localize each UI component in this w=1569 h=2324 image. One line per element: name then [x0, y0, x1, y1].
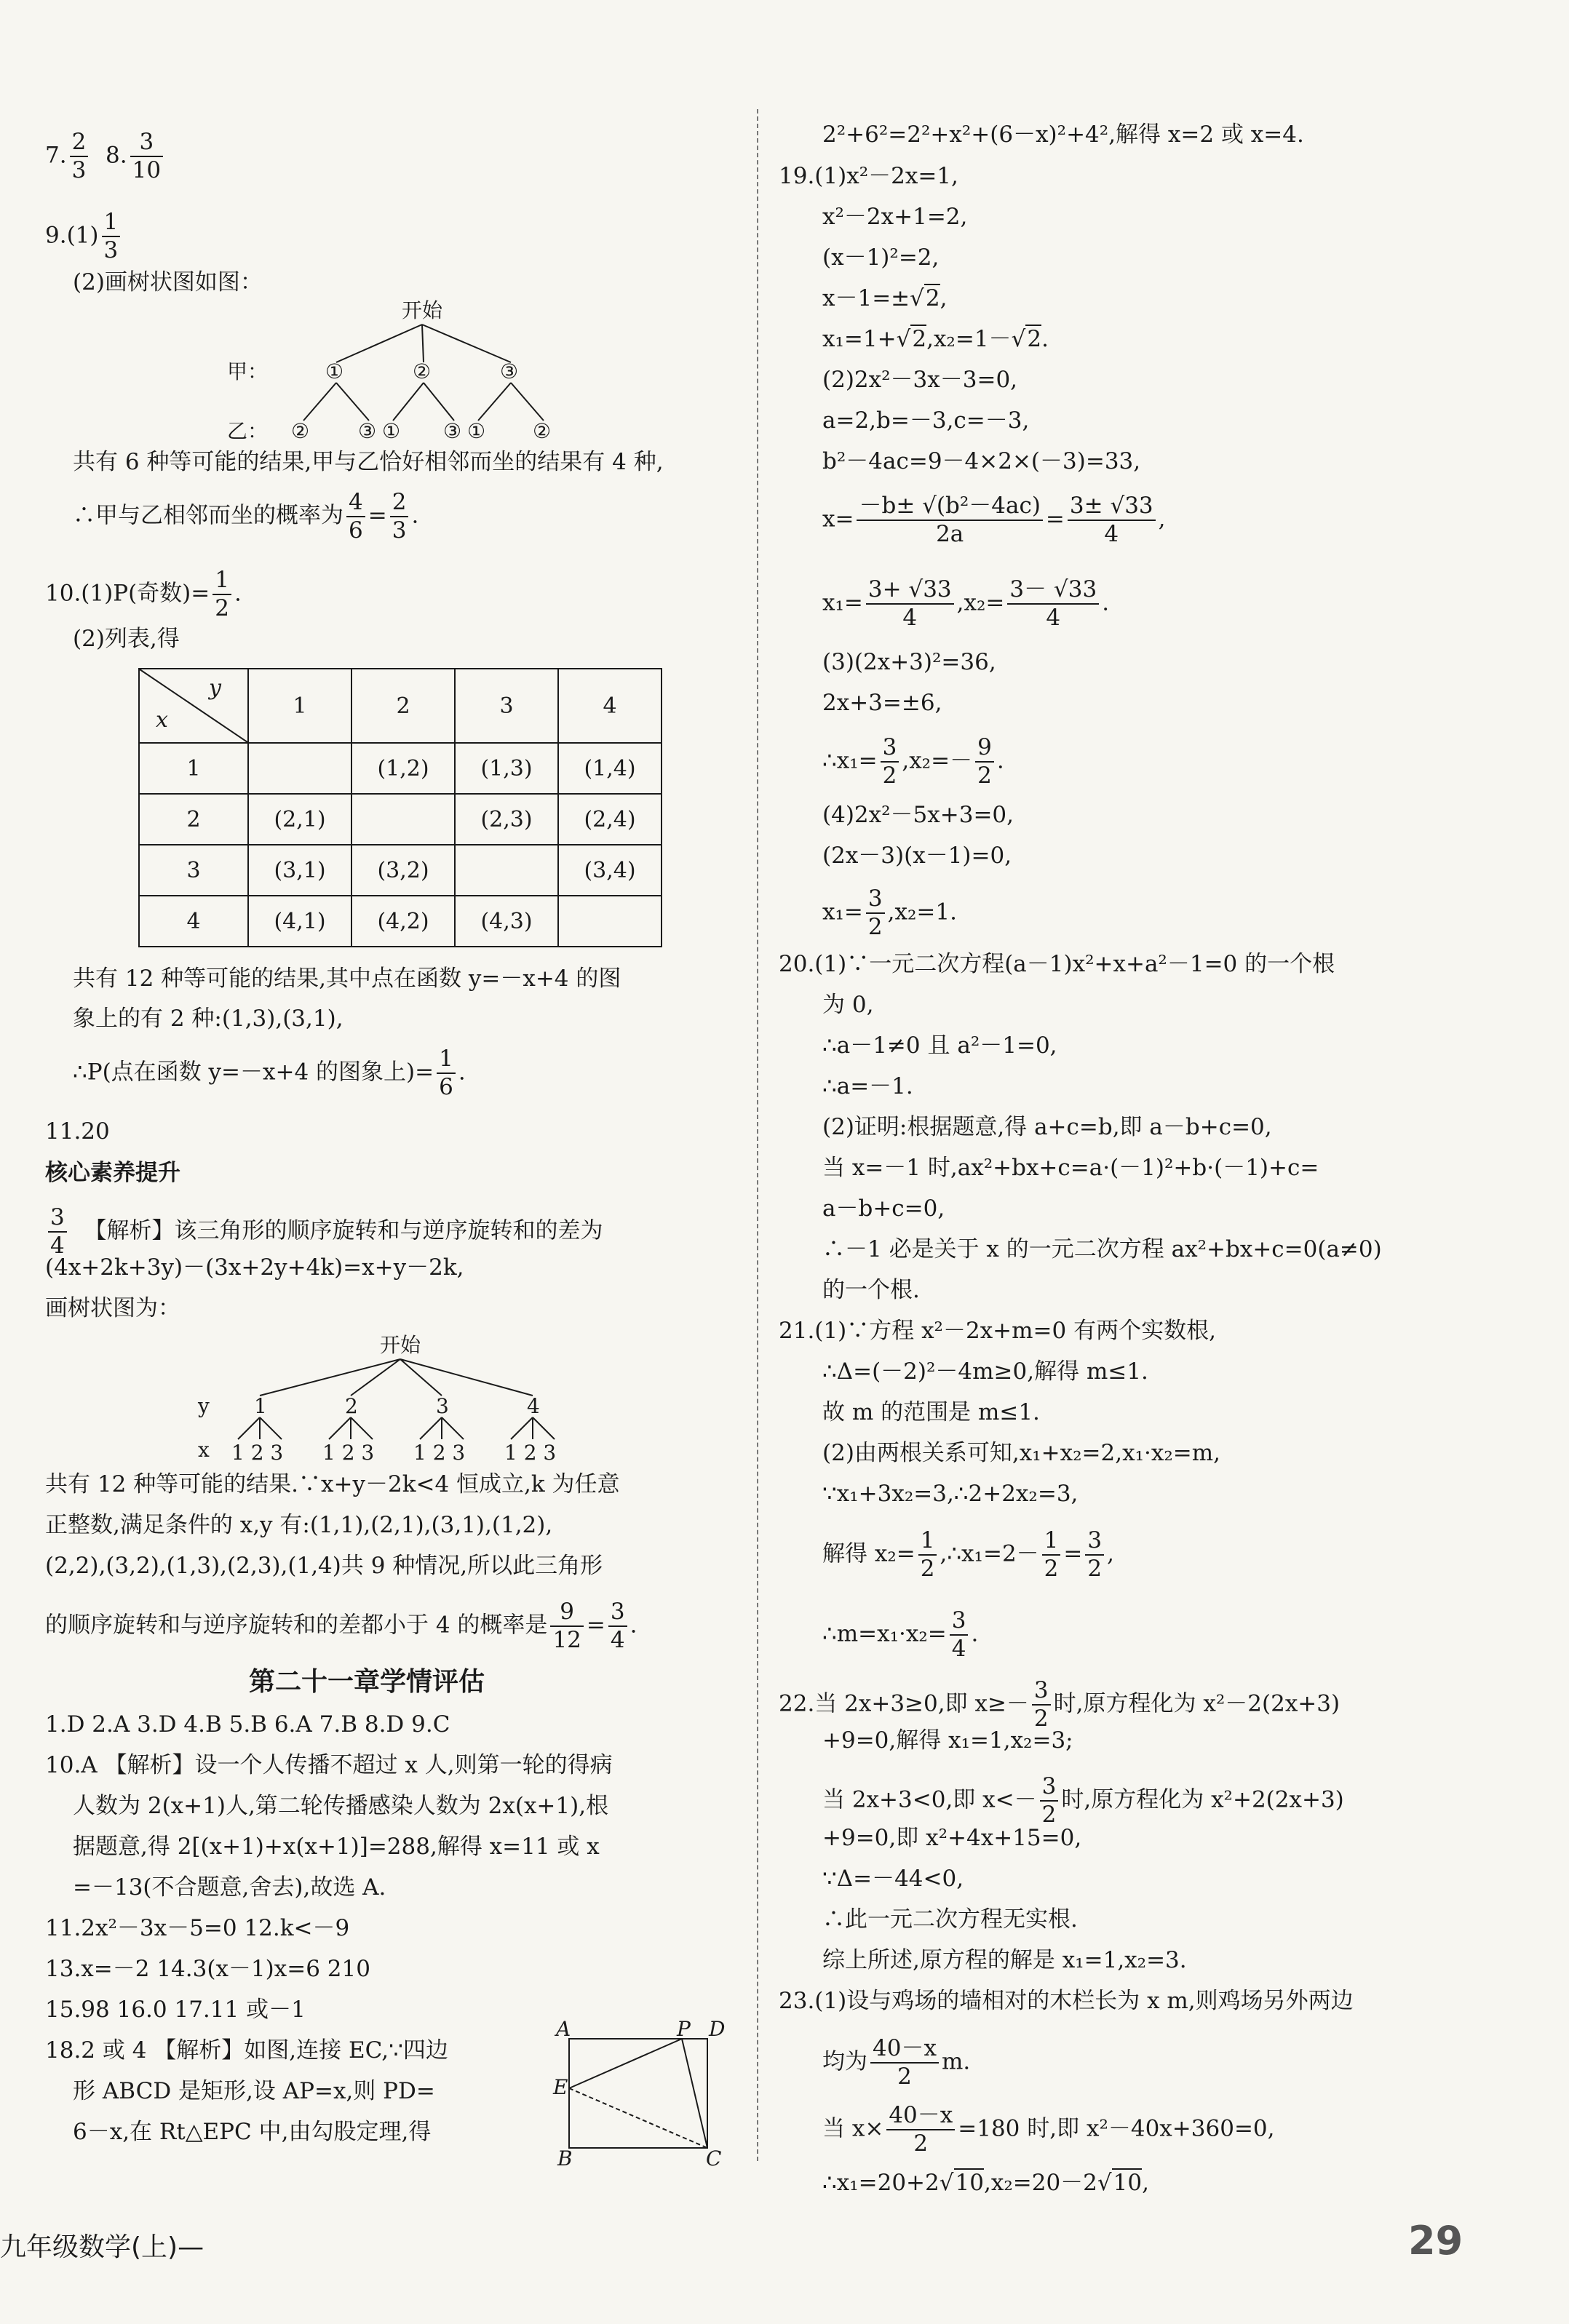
- outcome-table: [138, 668, 662, 947]
- q8-fraction: $\frac{3}{10}$: [130, 131, 163, 182]
- answer-10-conclusion: ∴P(点在函数 y=－x+4 的图象上)= $\frac{1}{6}$ .: [73, 1046, 466, 1100]
- table-row: 2 (2,1) (2,3) (2,4): [139, 794, 662, 845]
- tree1-node: ③: [500, 359, 519, 383]
- svg-text:1 2 3: 1 2 3: [504, 1441, 557, 1465]
- answer-9-conclusion: ∴甲与乙相邻而坐的概率为 $\frac{4}{6}$ = $\frac{2}{3}$ .: [73, 489, 419, 544]
- rectangle-diagram: [547, 2017, 726, 2170]
- tree1-root: 开始: [402, 298, 443, 322]
- svg-text:x: x: [198, 1438, 210, 1462]
- answer-10-1: 10.(1)P(奇数)= $\frac{1}{2}$ .: [45, 567, 242, 621]
- section-title-core: 核心素养提升: [45, 1160, 180, 1186]
- tree1-leaf: ①: [382, 419, 401, 443]
- answer-7-8: [45, 131, 166, 182]
- column-divider: [757, 109, 758, 2161]
- tree1-yi-label: 乙：: [227, 419, 269, 443]
- svg-text:1: 1: [254, 1394, 267, 1418]
- mc-answers: 1.D 2.A 3.D 4.B 5.B 6.A 7.B 8.D 9.C: [45, 1711, 450, 1738]
- answer-9-result: 共有 6 种等可能的结果,甲与乙恰好相邻而坐的结果有 4 种,: [73, 449, 664, 475]
- tree1-leaf: ②: [533, 419, 552, 443]
- table-row: [139, 669, 662, 743]
- svg-text:y: y: [198, 1394, 210, 1418]
- q9-fraction: $\frac{1}{3}$: [102, 211, 121, 262]
- table-header: 3: [455, 669, 558, 743]
- table-row: 4 (4,1) (4,2) (4,3): [139, 896, 662, 947]
- answer-9-1: 9.(1) $\frac{1}{3}$: [45, 211, 123, 262]
- svg-text:4: 4: [527, 1394, 540, 1418]
- svg-text:E: E: [553, 2075, 568, 2099]
- svg-text:A: A: [556, 2017, 571, 2041]
- svg-text:1 2 3: 1 2 3: [231, 1441, 284, 1465]
- svg-text:B: B: [557, 2146, 573, 2170]
- tree-diagram-seating: [227, 297, 605, 442]
- footer-book-title: 九年级数学(上)—: [0, 2232, 204, 2262]
- q7-label: 7.: [45, 142, 67, 169]
- tree1-node: ②: [413, 359, 432, 383]
- table-header: 1: [248, 669, 351, 743]
- svg-text:2: 2: [345, 1394, 358, 1418]
- table-header: 2: [351, 669, 455, 743]
- tree-diagram-xy: [198, 1332, 605, 1463]
- svg-text:D: D: [709, 2017, 726, 2041]
- tree1-leaf: ③: [358, 419, 377, 443]
- table-header: 4: [558, 669, 662, 743]
- svg-text:1 2 3: 1 2 3: [413, 1441, 466, 1465]
- core-line-7: 的顺序旋转和与逆序旋转和的差都小于 4 的概率是 $\frac{9}{12}$ = $\frac{3}{4}$ .: [45, 1599, 637, 1653]
- chapter-title: 第二十一章学情评估: [249, 1667, 485, 1697]
- table-row: 1 (1,2) (1,3) (1,4): [139, 743, 662, 794]
- tree2-root: 开始: [380, 1333, 421, 1357]
- answer-10-2: (2)列表,得: [73, 626, 180, 652]
- table-corner-cell: y x: [139, 669, 248, 743]
- tree1-leaf: ②: [291, 419, 310, 443]
- svg-text:1 2 3: 1 2 3: [322, 1441, 375, 1465]
- svg-text:P: P: [677, 2017, 691, 2041]
- tree2-edges: [238, 1359, 555, 1439]
- answer-9-2: (2)画树状图如图：: [73, 269, 263, 295]
- core-line-1: $\frac{3}{4}$ 【解析】该三角形的顺序旋转和与逆序旋转和的差为: [45, 1206, 603, 1257]
- answer-11: 11.20: [45, 1118, 110, 1145]
- svg-text:3: 3: [436, 1394, 449, 1418]
- svg-text:C: C: [706, 2146, 722, 2170]
- q7-fraction: $\frac{2}{3}$: [70, 131, 89, 182]
- tree1-node: ①: [325, 359, 344, 383]
- q8-label: 8.: [106, 142, 127, 169]
- page-number: 29: [1408, 2218, 1463, 2264]
- tree1-leaf: ①: [467, 419, 486, 443]
- tree1-jia-label: 甲：: [227, 359, 269, 383]
- tree1-leaf: ③: [443, 419, 462, 443]
- table-row: 3 (3,1) (3,2) (3,4): [139, 845, 662, 896]
